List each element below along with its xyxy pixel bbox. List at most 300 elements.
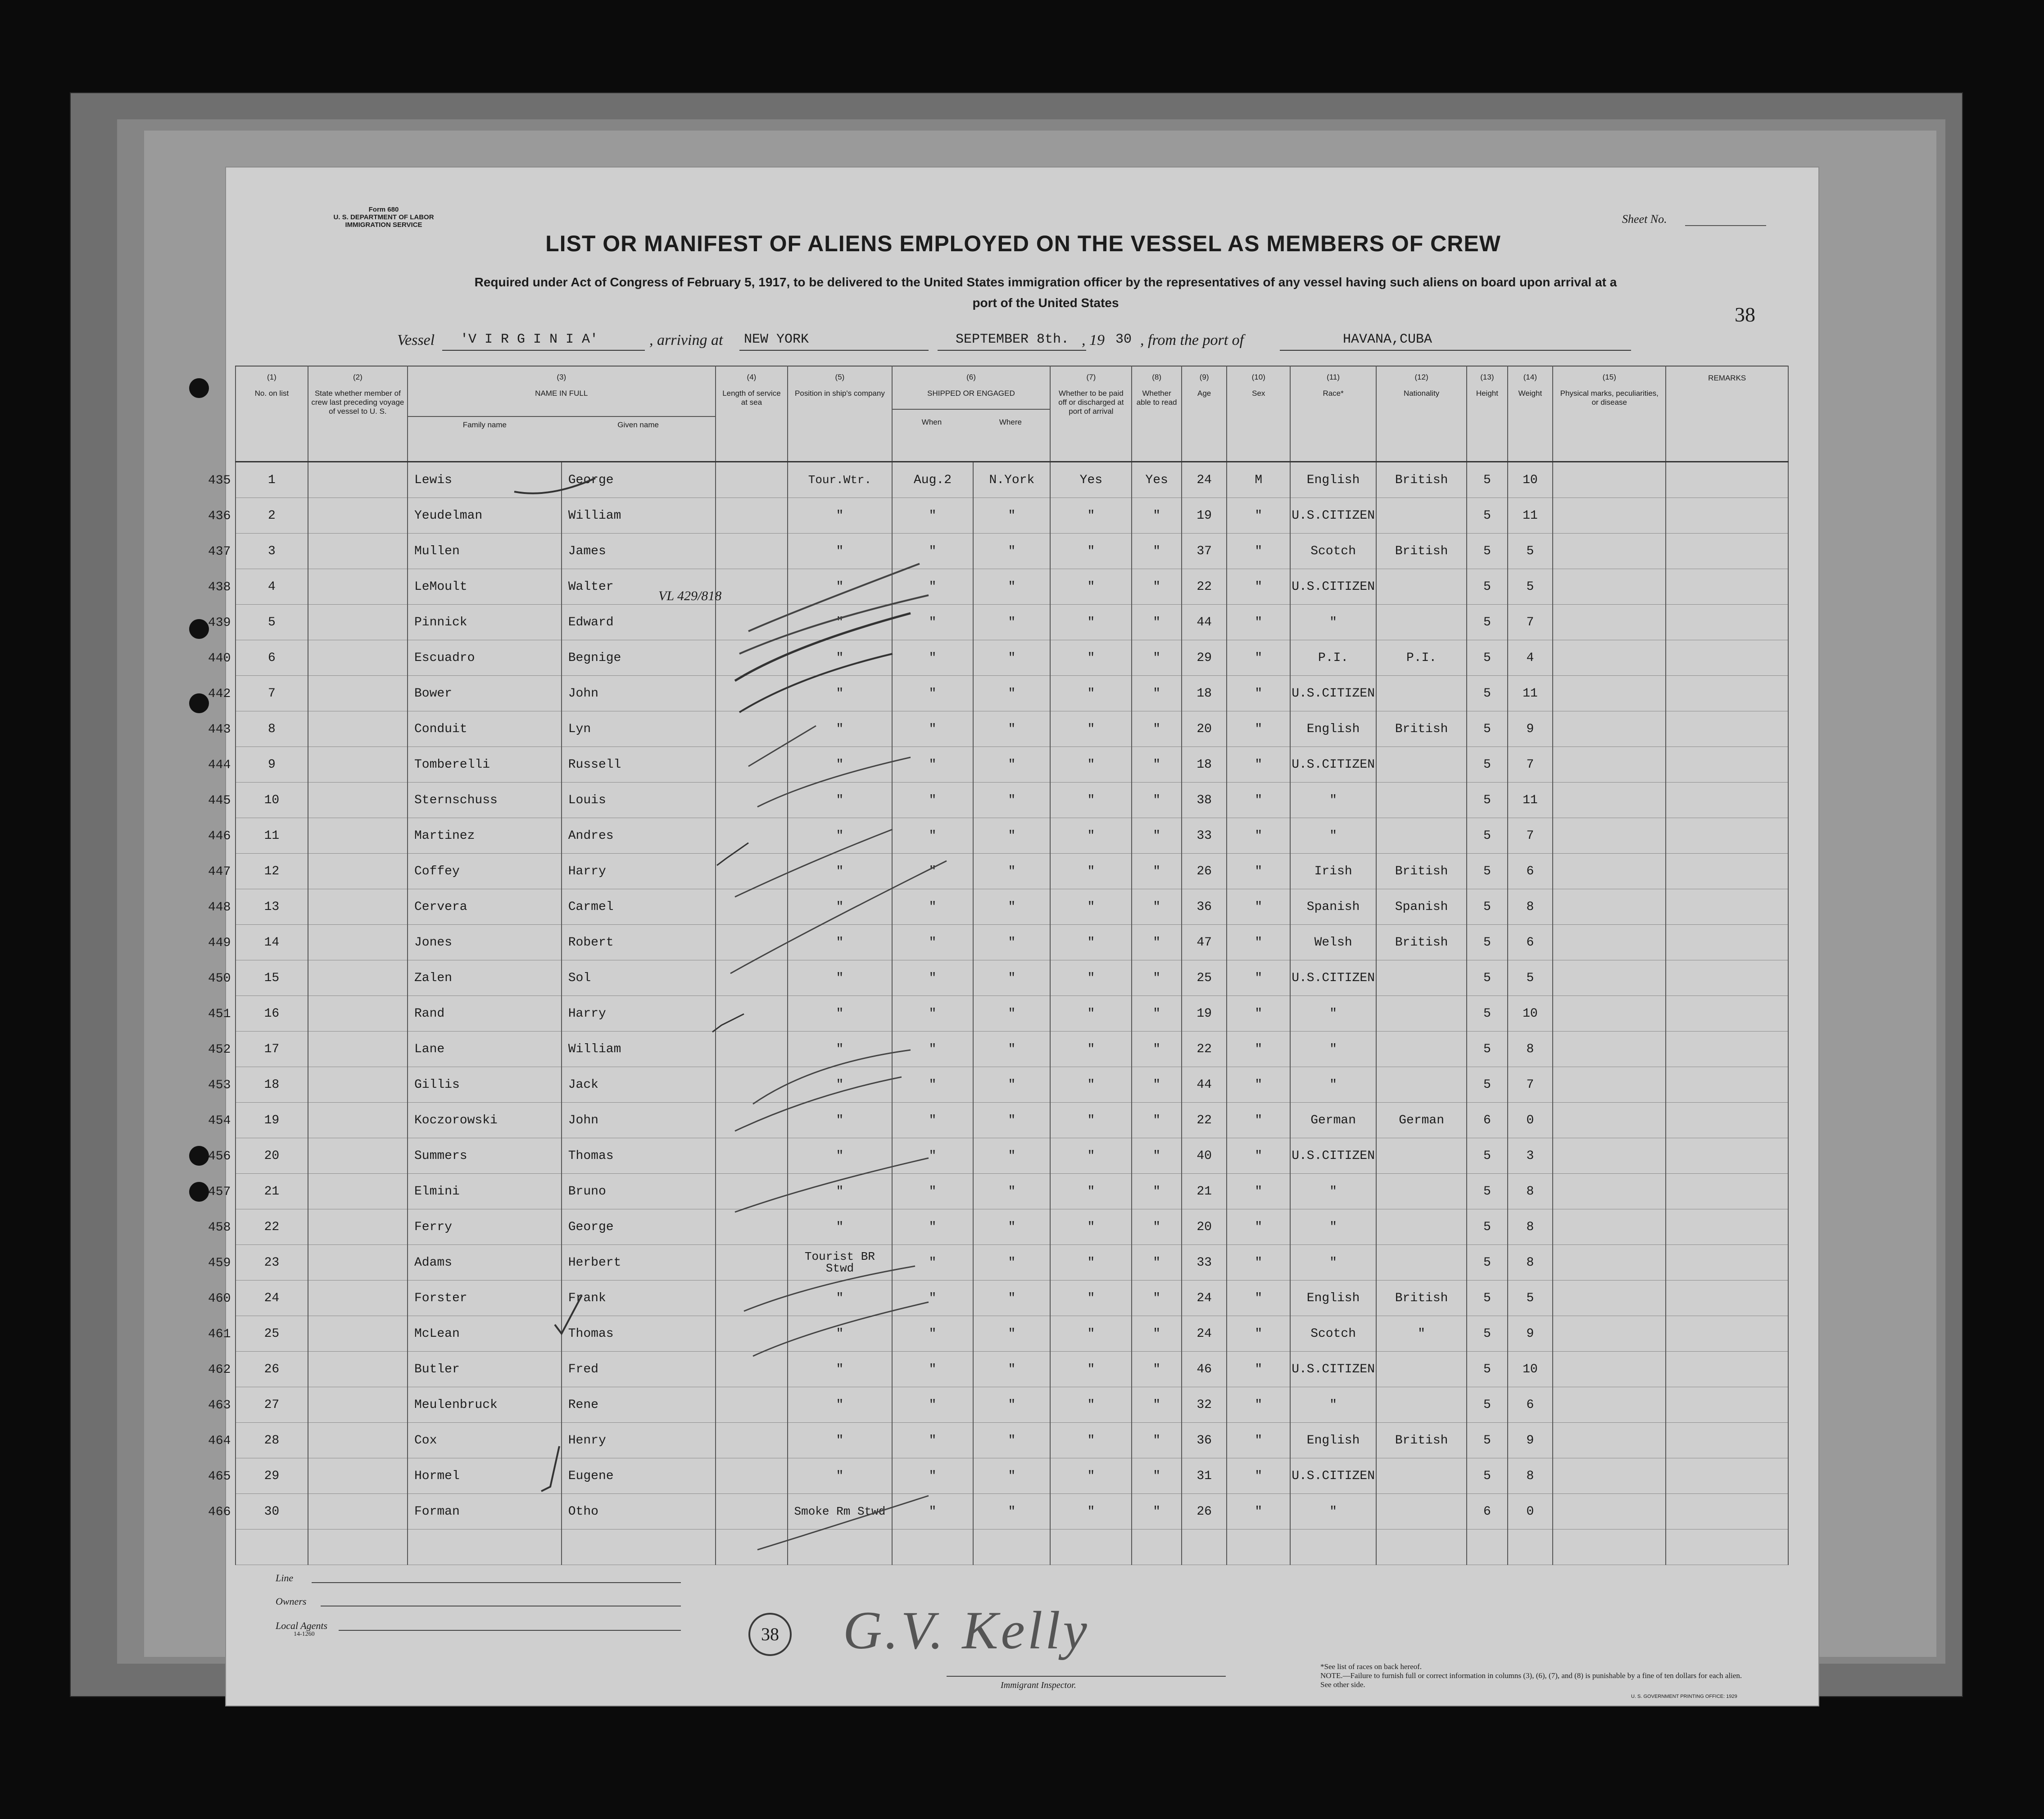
row-when: " <box>892 1245 974 1281</box>
row-paid-off: " <box>1050 1352 1132 1387</box>
row-family-name: Sternschuss <box>408 783 562 818</box>
form-id-line: Form 680 <box>368 206 399 213</box>
row-no: 26 <box>236 1352 308 1387</box>
row-able-to-read: " <box>1132 783 1182 818</box>
row-family-name: Mullen <box>408 534 562 569</box>
row-sex: " <box>1227 1103 1290 1138</box>
row-age: 18 <box>1182 747 1227 783</box>
row-family-name: Hormel <box>408 1458 562 1494</box>
row-family-name: Escuadro <box>408 640 562 676</box>
row-race: " <box>1290 1245 1376 1281</box>
row-age: 24 <box>1182 1316 1227 1352</box>
row-when: " <box>892 925 974 960</box>
row-paid-off: " <box>1050 676 1132 711</box>
col-race: (11) Race* <box>1290 366 1376 462</box>
row-given-name: Louis <box>562 783 716 818</box>
row-able-to-read: " <box>1132 1352 1182 1387</box>
row-position: " <box>788 1423 892 1458</box>
margin-line-number: 439 <box>208 616 231 630</box>
row-no: 28 <box>236 1423 308 1458</box>
row-age: 20 <box>1182 1209 1227 1245</box>
row-when: " <box>892 818 974 854</box>
row-height: 5 <box>1467 1245 1507 1281</box>
row-given-name: Otho <box>562 1494 716 1529</box>
row-when: " <box>892 854 974 889</box>
row-weight: 6 <box>1508 854 1553 889</box>
row-weight: 9 <box>1508 1423 1553 1458</box>
row-where: " <box>973 676 1050 711</box>
row-able-to-read: " <box>1132 854 1182 889</box>
row-given-name: George <box>562 462 716 498</box>
row-position: " <box>788 640 892 676</box>
inspector-signature: G.V. Kelly <box>843 1600 1090 1660</box>
row-sex: " <box>1227 1281 1290 1316</box>
margin-line-number: 436 <box>208 509 231 523</box>
row-paid-off: " <box>1050 1032 1132 1067</box>
margin-line-number: 461 <box>208 1327 231 1341</box>
margin-line-number: 448 <box>208 900 231 914</box>
row-height: 5 <box>1467 747 1507 783</box>
row-family-name: Meulenbruck <box>408 1387 562 1423</box>
row-given-name: Henry <box>562 1423 716 1458</box>
row-age: 21 <box>1182 1174 1227 1209</box>
row-no: 14 <box>236 925 308 960</box>
row-age: 32 <box>1182 1387 1227 1423</box>
row-where: " <box>973 711 1050 747</box>
row-sex: " <box>1227 1138 1290 1174</box>
row-family-name: Lewis <box>408 462 562 498</box>
row-position: " <box>788 1316 892 1352</box>
row-position: " <box>788 569 892 605</box>
row-able-to-read: Yes <box>1132 462 1182 498</box>
row-age: 22 <box>1182 1032 1227 1067</box>
row-given-name: Sol <box>562 960 716 996</box>
margin-line-number: 450 <box>208 972 231 986</box>
row-sex: " <box>1227 818 1290 854</box>
row-age: 26 <box>1182 854 1227 889</box>
arrival-port: NEW YORK <box>744 332 809 347</box>
row-family-name: Lane <box>408 1032 562 1067</box>
row-paid-off: " <box>1050 889 1132 925</box>
row-sex: " <box>1227 996 1290 1032</box>
subtitle-line: port of the United States <box>972 296 1119 310</box>
row-family-name: Pinnick <box>408 605 562 640</box>
row-age: 26 <box>1182 1494 1227 1529</box>
row-height: 5 <box>1467 889 1507 925</box>
row-sex: " <box>1227 605 1290 640</box>
row-sex: " <box>1227 1032 1290 1067</box>
row-when: " <box>892 1458 974 1494</box>
row-position: Tour.Wtr. <box>788 462 892 498</box>
row-position: " <box>788 605 892 640</box>
circled-number: 38 <box>748 1613 792 1656</box>
row-height: 5 <box>1467 925 1507 960</box>
row-when: " <box>892 1174 974 1209</box>
row-no: 5 <box>236 605 308 640</box>
arrival-date: SEPTEMBER 8th. <box>956 332 1070 347</box>
row-able-to-read: " <box>1132 498 1182 534</box>
row-age: 24 <box>1182 1281 1227 1316</box>
row-able-to-read: " <box>1132 676 1182 711</box>
row-sex: " <box>1227 960 1290 996</box>
row-paid-off: " <box>1050 534 1132 569</box>
row-family-name: Gillis <box>408 1067 562 1103</box>
row-no: 10 <box>236 783 308 818</box>
row-race: Scotch <box>1290 1316 1376 1352</box>
row-when: " <box>892 1423 974 1458</box>
col-given-name: Given name <box>617 421 659 429</box>
row-weight: 7 <box>1508 818 1553 854</box>
row-height: 5 <box>1467 818 1507 854</box>
row-family-name: LeMoult <box>408 569 562 605</box>
row-race: English <box>1290 462 1376 498</box>
row-age: 20 <box>1182 711 1227 747</box>
row-position: " <box>788 854 892 889</box>
row-paid-off: " <box>1050 569 1132 605</box>
row-where: " <box>973 1352 1050 1387</box>
row-sex: " <box>1227 783 1290 818</box>
row-no: 20 <box>236 1138 308 1174</box>
row-paid-off: " <box>1050 711 1132 747</box>
col-nationality: (12) Nationality <box>1376 366 1467 462</box>
row-age: 40 <box>1182 1138 1227 1174</box>
row-paid-off: " <box>1050 605 1132 640</box>
col-position: (5) Position in ship's company <box>788 366 892 462</box>
margin-line-number: 456 <box>208 1149 231 1163</box>
row-height: 5 <box>1467 1281 1507 1316</box>
row-when: " <box>892 640 974 676</box>
col-where: Where <box>999 418 1022 426</box>
row-where: " <box>973 1316 1050 1352</box>
row-race: English <box>1290 1281 1376 1316</box>
row-when: " <box>892 498 974 534</box>
row-given-name: Herbert <box>562 1245 716 1281</box>
row-sex: " <box>1227 1245 1290 1281</box>
row-position: " <box>788 889 892 925</box>
col-length-service: (4) Length of service at sea <box>716 366 788 462</box>
row-age: 47 <box>1182 925 1227 960</box>
margin-line-number: 460 <box>208 1292 231 1306</box>
form-id-line: IMMIGRATION SERVICE <box>345 221 422 229</box>
row-position: " <box>788 747 892 783</box>
row-height: 6 <box>1467 1103 1507 1138</box>
col-able-to-read: (8) Whether able to read <box>1132 366 1182 462</box>
row-height: 5 <box>1467 1174 1507 1209</box>
row-no: 22 <box>236 1209 308 1245</box>
vessel-label: Vessel <box>397 332 435 348</box>
row-able-to-read: " <box>1132 747 1182 783</box>
row-able-to-read: " <box>1132 925 1182 960</box>
row-where: " <box>973 498 1050 534</box>
penalty-note: NOTE.—Failure to furnish full or correct information in columns (3), (6), (7), and (8) is punishable by a fine of ten dollars for each alien. See other side. <box>1320 1671 1742 1689</box>
binder-hole <box>189 619 209 639</box>
row-weight: 9 <box>1508 711 1553 747</box>
row-able-to-read: " <box>1132 889 1182 925</box>
row-age: 22 <box>1182 1103 1227 1138</box>
row-given-name: Thomas <box>562 1316 716 1352</box>
row-family-name: Ferry <box>408 1209 562 1245</box>
margin-line-number: 445 <box>208 794 231 808</box>
row-race: " <box>1290 1387 1376 1423</box>
row-when: " <box>892 996 974 1032</box>
row-sex: " <box>1227 1458 1290 1494</box>
row-weight: 5 <box>1508 1281 1553 1316</box>
row-no: 7 <box>236 676 308 711</box>
row-no: 13 <box>236 889 308 925</box>
vessel-name: 'V I R G I N I A' <box>460 332 598 347</box>
margin-line-number: 438 <box>208 580 231 594</box>
row-nationality: British <box>1376 711 1467 747</box>
row-paid-off: Yes <box>1050 462 1132 498</box>
row-position: " <box>788 676 892 711</box>
row-able-to-read: " <box>1132 640 1182 676</box>
margin-line-number: 447 <box>208 865 231 879</box>
arriving-label: , arriving at <box>649 332 723 348</box>
row-where: " <box>973 1138 1050 1174</box>
row-sex: " <box>1227 676 1290 711</box>
row-given-name: William <box>562 1032 716 1067</box>
row-sex: " <box>1227 925 1290 960</box>
row-paid-off: " <box>1050 747 1132 783</box>
row-nationality: British <box>1376 925 1467 960</box>
row-no: 6 <box>236 640 308 676</box>
row-when: " <box>892 1103 974 1138</box>
row-height: 5 <box>1467 640 1507 676</box>
row-weight: 8 <box>1508 1032 1553 1067</box>
row-position: " <box>788 1138 892 1174</box>
row-sex: " <box>1227 534 1290 569</box>
row-position: " <box>788 960 892 996</box>
row-paid-off: " <box>1050 1174 1132 1209</box>
row-family-name: Conduit <box>408 711 562 747</box>
row-family-name: Forster <box>408 1281 562 1316</box>
row-age: 19 <box>1182 996 1227 1032</box>
page-title: LIST OR MANIFEST OF ALIENS EMPLOYED ON THE VESSEL AS MEMBERS OF CREW <box>545 231 1501 256</box>
row-no: 12 <box>236 854 308 889</box>
row-given-name: Frank <box>562 1281 716 1316</box>
row-paid-off: " <box>1050 1494 1132 1529</box>
row-position: " <box>788 498 892 534</box>
row-when: " <box>892 534 974 569</box>
row-family-name: Koczorowski <box>408 1103 562 1138</box>
row-when: " <box>892 1281 974 1316</box>
row-where: " <box>973 1458 1050 1494</box>
row-given-name: Carmel <box>562 889 716 925</box>
row-race: " <box>1290 818 1376 854</box>
row-sex: " <box>1227 569 1290 605</box>
row-able-to-read: " <box>1132 1494 1182 1529</box>
row-nationality: " <box>1376 1316 1467 1352</box>
row-family-name: Yeudelman <box>408 498 562 534</box>
lemoult-note: VL 429/818 <box>658 588 722 603</box>
margin-line-number: 452 <box>208 1043 231 1057</box>
row-given-name: Eugene <box>562 1458 716 1494</box>
row-where: " <box>973 996 1050 1032</box>
row-able-to-read: " <box>1132 1209 1182 1245</box>
margin-line-number: 466 <box>208 1505 231 1519</box>
row-sex: " <box>1227 1423 1290 1458</box>
row-race: " <box>1290 1494 1376 1529</box>
row-height: 5 <box>1467 605 1507 640</box>
row-when: " <box>892 747 974 783</box>
row-able-to-read: " <box>1132 605 1182 640</box>
row-weight: 11 <box>1508 498 1553 534</box>
row-paid-off: " <box>1050 1423 1132 1458</box>
col-family-name: Family name <box>462 421 507 429</box>
departure-port: HAVANA,CUBA <box>1343 332 1432 347</box>
row-family-name: Elmini <box>408 1174 562 1209</box>
row-height: 5 <box>1467 711 1507 747</box>
row-age: 38 <box>1182 783 1227 818</box>
row-when: Aug.2 <box>892 462 974 498</box>
row-family-name: McLean <box>408 1316 562 1352</box>
row-no: 24 <box>236 1281 308 1316</box>
row-nationality: German <box>1376 1103 1467 1138</box>
row-position: " <box>788 1387 892 1423</box>
row-where: N.York <box>973 462 1050 498</box>
row-weight: 8 <box>1508 1245 1553 1281</box>
row-given-name: George <box>562 1209 716 1245</box>
row-no: 25 <box>236 1316 308 1352</box>
margin-line-number: 462 <box>208 1363 231 1377</box>
row-no: 21 <box>236 1174 308 1209</box>
row-position: Tourist BR Stwd <box>788 1245 892 1281</box>
row-no: 15 <box>236 960 308 996</box>
row-height: 5 <box>1467 960 1507 996</box>
row-paid-off: " <box>1050 1138 1132 1174</box>
row-no: 4 <box>236 569 308 605</box>
row-able-to-read: " <box>1132 1316 1182 1352</box>
row-where: " <box>973 534 1050 569</box>
row-where: " <box>973 1245 1050 1281</box>
races-note: *See list of races on back hereof. <box>1320 1662 1422 1671</box>
row-sex: " <box>1227 498 1290 534</box>
row-where: " <box>973 1032 1050 1067</box>
row-when: " <box>892 1209 974 1245</box>
row-no: 16 <box>236 996 308 1032</box>
row-position: " <box>788 1352 892 1387</box>
row-height: 5 <box>1467 1387 1507 1423</box>
row-race: U.S.CITIZEN <box>1290 960 1376 996</box>
col-age: (9) Age <box>1182 366 1227 462</box>
row-no: 8 <box>236 711 308 747</box>
row-weight: 10 <box>1508 462 1553 498</box>
row-paid-off: " <box>1050 1458 1132 1494</box>
margin-line-number: 464 <box>208 1434 231 1448</box>
row-height: 5 <box>1467 462 1507 498</box>
row-family-name: Bower <box>408 676 562 711</box>
row-race: U.S.CITIZEN <box>1290 1352 1376 1387</box>
row-where: " <box>973 889 1050 925</box>
row-no: 2 <box>236 498 308 534</box>
form-id-line: U. S. DEPARTMENT OF LABOR <box>333 213 434 221</box>
row-sex: " <box>1227 1174 1290 1209</box>
row-no: 29 <box>236 1458 308 1494</box>
row-no: 23 <box>236 1245 308 1281</box>
row-when: " <box>892 569 974 605</box>
row-weight: 8 <box>1508 1174 1553 1209</box>
margin-line-number: 451 <box>208 1007 231 1021</box>
row-height: 5 <box>1467 498 1507 534</box>
row-height: 5 <box>1467 996 1507 1032</box>
row-able-to-read: " <box>1132 1103 1182 1138</box>
row-race: English <box>1290 711 1376 747</box>
row-able-to-read: " <box>1132 996 1182 1032</box>
agents-label: Local Agents <box>276 1620 328 1631</box>
row-age: 25 <box>1182 960 1227 996</box>
agents-form-number: 14-1260 <box>294 1631 315 1638</box>
row-when: " <box>892 1387 974 1423</box>
row-weight: 8 <box>1508 1209 1553 1245</box>
row-given-name: Russell <box>562 747 716 783</box>
row-weight: 8 <box>1508 889 1553 925</box>
row-given-name: Andres <box>562 818 716 854</box>
row-no: 11 <box>236 818 308 854</box>
row-race: Spanish <box>1290 889 1376 925</box>
row-no: 19 <box>236 1103 308 1138</box>
margin-line-number: 458 <box>208 1221 231 1235</box>
row-when: " <box>892 676 974 711</box>
row-weight: 7 <box>1508 747 1553 783</box>
row-given-name: Jack <box>562 1067 716 1103</box>
row-sex: " <box>1227 1494 1290 1529</box>
row-weight: 0 <box>1508 1103 1553 1138</box>
row-paid-off: " <box>1050 1387 1132 1423</box>
row-race: U.S.CITIZEN <box>1290 498 1376 534</box>
page-number: 38 <box>1735 303 1755 326</box>
row-nationality: British <box>1376 462 1467 498</box>
row-nationality: British <box>1376 1423 1467 1458</box>
row-no: 18 <box>236 1067 308 1103</box>
row-family-name: Butler <box>408 1352 562 1387</box>
col-remarks: REMARKS <box>1666 366 1788 462</box>
row-where: " <box>973 747 1050 783</box>
binder-hole <box>189 378 209 398</box>
row-weight: 7 <box>1508 1067 1553 1103</box>
row-race: U.S.CITIZEN <box>1290 1458 1376 1494</box>
col-shipped: (6) SHIPPED OR ENGAGED When Where <box>892 366 1051 462</box>
row-sex: " <box>1227 640 1290 676</box>
col-last-voyage: (2) State whether member of crew last preceding voyage of vessel to U. S. <box>308 366 408 462</box>
row-able-to-read: " <box>1132 1245 1182 1281</box>
row-paid-off: " <box>1050 854 1132 889</box>
row-race: Welsh <box>1290 925 1376 960</box>
row-able-to-read: " <box>1132 711 1182 747</box>
row-able-to-read: " <box>1132 534 1182 569</box>
row-age: 37 <box>1182 534 1227 569</box>
row-nationality: British <box>1376 854 1467 889</box>
row-no: 9 <box>236 747 308 783</box>
row-weight: 10 <box>1508 1352 1553 1387</box>
col-no: (1) No. on list <box>236 366 308 462</box>
col-name: (3) NAME IN FULL Family name Given name <box>408 366 716 462</box>
row-nationality: British <box>1376 1281 1467 1316</box>
margin-line-number: 465 <box>208 1470 231 1484</box>
manifest-page <box>208 167 1819 1706</box>
row-race: Scotch <box>1290 534 1376 569</box>
col-physical-marks: (15) Physical marks, peculiarities, or disease <box>1553 366 1666 462</box>
row-height: 5 <box>1467 1067 1507 1103</box>
row-age: 44 <box>1182 1067 1227 1103</box>
row-when: " <box>892 1494 974 1529</box>
row-nationality: British <box>1376 534 1467 569</box>
row-where: " <box>973 569 1050 605</box>
row-when: " <box>892 711 974 747</box>
row-height: 5 <box>1467 569 1507 605</box>
binder-hole <box>189 1146 209 1166</box>
row-weight: 10 <box>1508 996 1553 1032</box>
row-height: 5 <box>1467 1423 1507 1458</box>
